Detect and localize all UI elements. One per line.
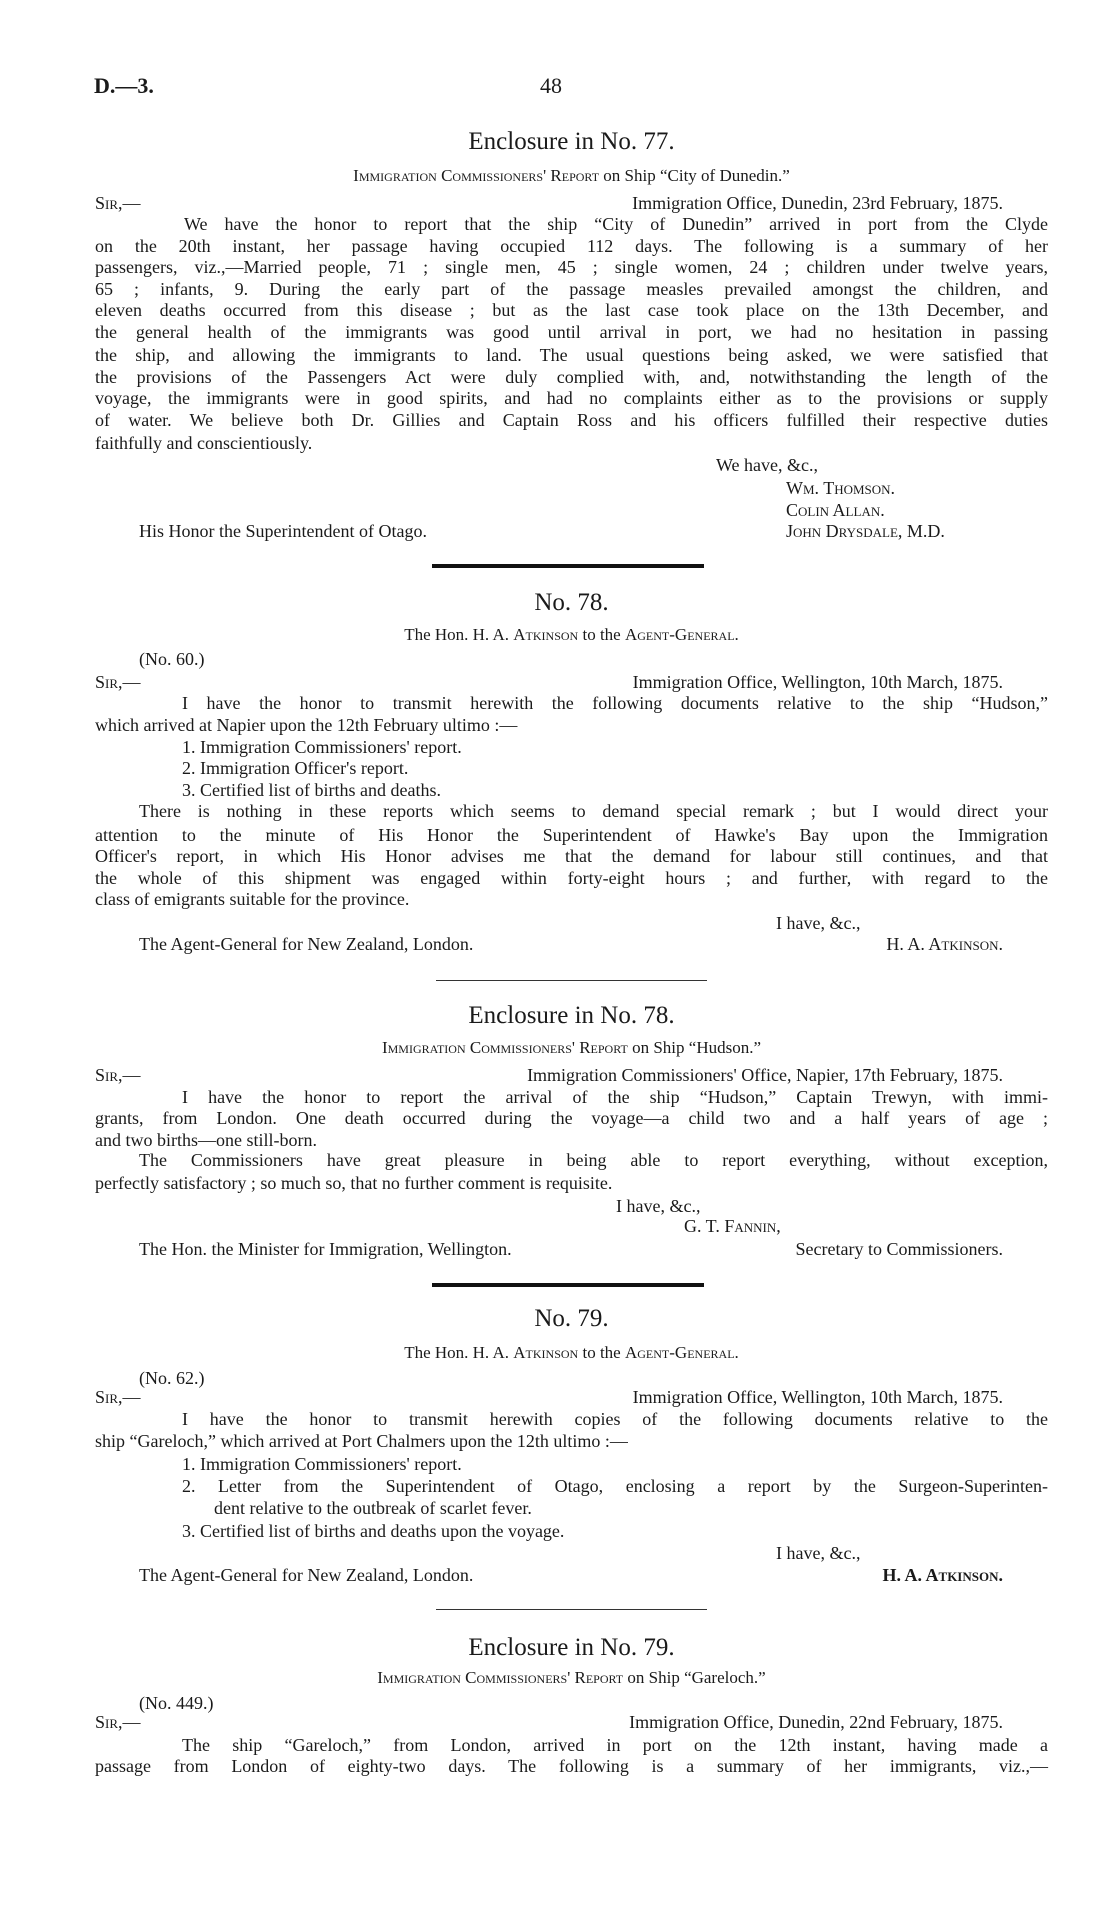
body-line: I have the honor to transmit herewith copies of the following documents relative to the [182, 1409, 1048, 1429]
section-divider [436, 980, 707, 981]
dateline: Immigration Commissioners' Office, Napier, 17th February, 1875. [527, 1065, 1003, 1085]
salutation: Sir,— [95, 672, 141, 692]
body-line: 65 ; infants, 9. During the early part of the passage measles prevailed amongst the children, and [95, 279, 1048, 299]
subtitle-part: Agent-General. [624, 625, 739, 644]
list-item: 3. Certified list of births and deaths. [182, 780, 441, 800]
subtitle-part: to the [578, 625, 625, 644]
section-divider [432, 564, 704, 568]
page-number: 48 [540, 73, 562, 98]
reference-number: (No. 60.) [139, 649, 205, 669]
section-subtitle [95, 624, 1048, 646]
body-line: Officer's report, in which His Honor advises me that the demand for labour still continues, and that [95, 846, 1048, 866]
signoff: We have, &c., [716, 455, 819, 475]
body-line: which arrived at Napier upon the 12th February ultimo :— [95, 715, 518, 735]
subtitle-smallcaps: Immigration Commissioners' Report [381, 1038, 628, 1057]
salutation: Sir,— [95, 1065, 141, 1085]
body-line: I have the honor to transmit herewith the following documents relative to the ship “Hudson,” [182, 693, 1048, 713]
section-subtitle [95, 1342, 1048, 1364]
subtitle-part: to the [578, 1343, 625, 1362]
body-line: the ship, and allowing the immigrants to land. The usual questions being asked, we were satisfied that [95, 345, 1048, 365]
section-subtitle [95, 165, 1048, 187]
body-line: the general health of the immigrants was good until arrival in port, we had no hesitation in passing [95, 322, 1048, 342]
signatory: Wm. Thomson. [786, 478, 896, 498]
section-title: Enclosure in No. 77. [468, 128, 675, 155]
body-line: attention to the minute of His Honor the Superintendent of Hawke's Bay upon the Immigration [95, 825, 1048, 845]
addressee: The Agent-General for New Zealand, London. [139, 1565, 474, 1585]
body-line: faithfully and conscientiously. [95, 433, 313, 453]
reference-number: (No. 449.) [139, 1693, 214, 1713]
subtitle-part: Atkinson [513, 1343, 579, 1362]
addressee: His Honor the Superintendent of Otago. [139, 521, 427, 541]
body-line: the whole of this shipment was engaged within forty-eight hours ; and further, with regard to the [95, 868, 1048, 888]
subtitle-smallcaps: Immigration Commissioners' Report [377, 1668, 624, 1687]
salutation: Sir,— [95, 1712, 141, 1732]
section-subtitle [95, 1667, 1048, 1689]
subtitle-rest: on Ship “City of Dunedin.” [599, 166, 790, 185]
body-line: grants, from London. One death occurred during the voyage—a child two and a half years of age ; [95, 1108, 1048, 1128]
body-line: and two births—one still-born. [95, 1130, 317, 1150]
body-line: The Commissioners have great pleasure in being able to report everything, without exception, [139, 1150, 1048, 1170]
section-title: Enclosure in No. 79. [468, 1634, 675, 1661]
body-line: of water. We believe both Dr. Gillies and Captain Ross and his officers fulfilled their respective duties [95, 410, 1048, 430]
list-item: 1. Immigration Commissioners' report. [182, 1454, 462, 1474]
subtitle-rest: on Ship “Gareloch.” [623, 1668, 766, 1687]
body-line: We have the honor to report that the ship “City of Dunedin” arrived in port from the Clyde [184, 214, 1048, 234]
reference-number: (No. 62.) [139, 1368, 205, 1388]
signatory: G. T. Fannin, [684, 1216, 781, 1236]
body-line: eleven deaths occurred from this disease ; but as the last case took place on the 13th December, and [95, 300, 1048, 320]
signoff: I have, &c., [776, 913, 861, 933]
subtitle-rest: on Ship “Hudson.” [627, 1038, 762, 1057]
addressee: The Agent-General for New Zealand, London. [139, 934, 474, 954]
signatory: H. A. Atkinson. [882, 1565, 1003, 1585]
body-line: passage from London of eighty-two days. The following is a summary of her immigrants, viz.,— [95, 1756, 1048, 1776]
body-line: ship “Gareloch,” which arrived at Port Chalmers upon the 12th ultimo :— [95, 1431, 628, 1451]
dateline: Immigration Office, Dunedin, 22nd February, 1875. [629, 1712, 1003, 1732]
section-divider [432, 1283, 704, 1287]
signatory: John Drysdale, M.D. [786, 521, 945, 541]
addressee: The Hon. the Minister for Immigration, Wellington. [139, 1239, 512, 1259]
section-subtitle [95, 1037, 1048, 1059]
subtitle-part: Agent-General. [624, 1343, 739, 1362]
body-line: on the 20th instant, her passage having occupied 112 days. The following is a summary of her [95, 236, 1048, 256]
subtitle-smallcaps: Immigration Commissioners' Report [353, 166, 600, 185]
document-code: D.—3. [94, 73, 154, 98]
body-line: class of emigrants suitable for the province. [95, 889, 410, 909]
subtitle-part: Atkinson [513, 625, 579, 644]
body-line: the provisions of the Passengers Act were duly complied with, and, notwithstanding the length of the [95, 367, 1048, 387]
signatory: Colin Allan. [786, 500, 885, 520]
signatory-title: Secretary to Commissioners. [795, 1239, 1003, 1259]
list-item-continuation: dent relative to the outbreak of scarlet fever. [214, 1498, 532, 1518]
body-line: passengers, viz.,—Married people, 71 ; single men, 45 ; single women, 24 ; children under twelve years, [95, 257, 1048, 277]
subtitle-part: The Hon. H. A. [404, 1343, 514, 1362]
section-divider [436, 1609, 707, 1610]
list-item: 2. Immigration Officer's report. [182, 758, 409, 778]
salutation: Sir,— [95, 1387, 141, 1407]
body-line: perfectly satisfactory ; so much so, that no further comment is requisite. [95, 1173, 613, 1193]
section-title: No. 78. [534, 589, 609, 616]
section-title: Enclosure in No. 78. [468, 1002, 675, 1029]
list-item: 1. Immigration Commissioners' report. [182, 737, 462, 757]
list-item: 3. Certified list of births and deaths upon the voyage. [182, 1521, 565, 1541]
body-line: I have the honor to report the arrival of the ship “Hudson,” Captain Trewyn, with immi- [182, 1087, 1048, 1107]
subtitle-part: The Hon. H. A. [404, 625, 514, 644]
body-line: There is nothing in these reports which seems to demand special remark ; but I would direct your [139, 801, 1048, 821]
dateline: Immigration Office, Wellington, 10th March, 1875. [632, 1387, 1003, 1407]
salutation: Sir,— [95, 193, 141, 213]
list-item: 2. Letter from the Superintendent of Otago, enclosing a report by the Surgeon-Superinten- [182, 1476, 1048, 1496]
section-title: No. 79. [534, 1305, 609, 1332]
signoff: I have, &c., [776, 1543, 861, 1563]
dateline: Immigration Office, Wellington, 10th March, 1875. [632, 672, 1003, 692]
dateline: Immigration Office, Dunedin, 23rd February, 1875. [632, 193, 1003, 213]
body-line: voyage, the immigrants were in good spirits, and had no complaints either as to the provisions or supply [95, 388, 1048, 408]
body-line: The ship “Gareloch,” from London, arrived in port on the 12th instant, having made a [182, 1735, 1048, 1755]
signatory: H. A. Atkinson. [886, 934, 1003, 954]
signoff: I have, &c., [616, 1196, 701, 1216]
